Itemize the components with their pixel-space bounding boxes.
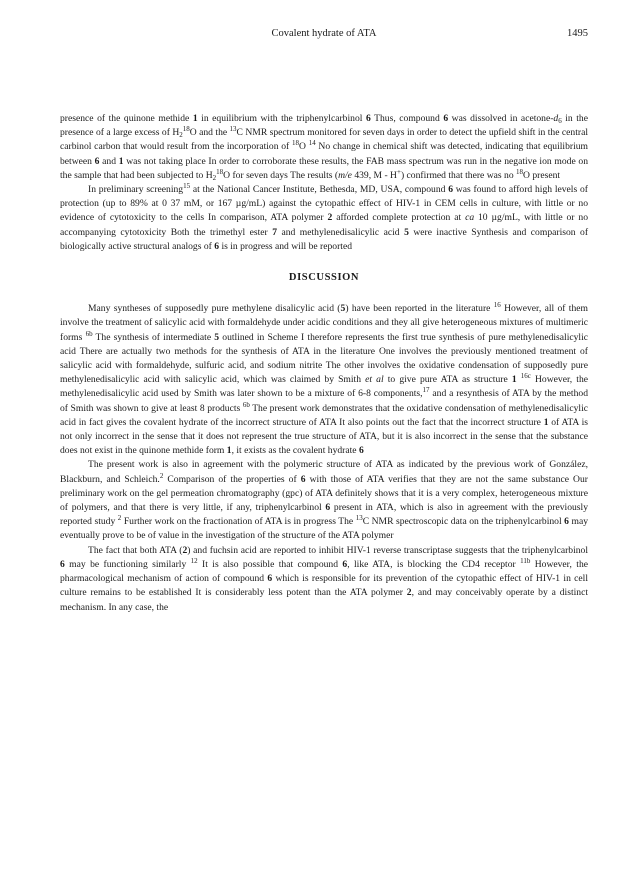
- paragraph-polymeric: The present work is also in agreement with the polymeric structure of ATA as indicated by the previous work of González, Blackburn, and Schleich.$^2$ Comparison of the properties of 6 with those of ATA verifies that they are not the same substance Our preliminary work on the gel permeation chromatography (gpc) of ATA definitely shows that it is a very complex, heterogeneous mixture of polymers, and that there is very little, if any, triphenylcarbinol 6 present in ATA, which is also in agreement with the previously reported study $^2$ Further work on the fractionation of ATA is in progress The $^{13}$C NMR spectroscopic data on the triphenylcarbinol 6 may eventually prove to be of value in the investigation of the structure of the ATA polymer: [60, 459, 589, 542]
- paragraph-mechanism: The fact that both ATA (2) and fuchsin acid are reported to inhibit HIV-1 reverse transcriptase suggests that the triphenylcarbinol 6 may be functioning similarly $^{12}$ It is also possible that compound 6, like ATA, is blocking the CD4 receptor $^{11b}$ However, the pharmacological mechanism of action of compound 6 which is responsible for its prevention of the cytopathic effect of HIV-1 in cell culture remains to be established It is considerably less potent than the ATA polymer 2, and may conceivably operate by a distinct mechanism. In any case, the: [60, 544, 589, 613]
- article-body: [60, 112, 588, 615]
- paragraph-screening: In preliminary screening$^{15}$ at the National Cancer Institute, Bethesda, MD, USA, compound 6 was found to afford high levels of protection (up to 89% at 0 37 mM, or 167 µg/mL) against the cytopathic effect of HIV-1 in CEM cells in culture, with little or no evidence of cytotoxicity to the cells In comparison, ATA polymer 2 afforded complete protection at ca 10 µg/mL, with little or no accompanying cytotoxicity Both the trimethyl ester 7 and methylenedisalicylic acid 5 were inactive Synthesis and comparison of biologically active structural analogs of 6 is in progress and will be reported: [60, 182, 589, 252]
- running-header: [60, 28, 588, 44]
- page-number: 1495: [567, 28, 588, 39]
- running-title: Covalent hydrate of ATA: [271, 28, 377, 39]
- journal-page: [60, 28, 588, 615]
- section-heading: DISCUSSION: [288, 272, 360, 284]
- paragraph-syntheses: Many syntheses of supposedly pure methylene disalicylic acid (5) have been reported in the literature $^{16}$ However, all of them involve the treatment of salicylic acid with formaldehyde under acidic conditions and they all give heterogeneous mixtures of multimeric forms $^{6b}$ The synthesis of intermediate 5 outlined in Scheme I therefore represents the first true synthesis of pure methylenedisalicylic acid There are actually two methods for the synthesis of ATA in the literature One involves the previously mentioned treatment of salicylic acid with formaldehyde, sulfuric acid, and sodium nitrite The other involves the oxidative condensation of supposedly pure methylenedisalicylic acid with salicylic acid, which was claimed by Smith et al to give pure ATA as structure 1 $^{16c}$ However, the methylenedisalicylic acid used by Smith was later shown to be a mixture of 6-8 components,$^{17}$ and a resynthesis of ATA by the method of Smith was shown to give at least 8 products $^{6b}$ The present work demonstrates that the oxidative condensation of methylenedisalicylic acid in fact gives the covalent hydrate of the incorrect structure of ATA It also points out the fact that the incorrect structure 1 of ATA is not only incorrect in the sense that it does not represent the true structure of ATA, but it is also incorrect in the sense that the substance does not exist in the quinone methide form 1, it exists as the covalent hydrate 6: [60, 301, 589, 457]
- paragraph-continued: presence of the quinone methide 1 in equilibrium with the triphenylcarbinol 6 Thus, compound 6 was dissolved in acetone-$d_6$ in the presence of a large excess of $H_2^{18}O$ and the $^{13}$C NMR spectrum monitored for seven days in order to detect the upfield shift in the central carbinol carbon that would result from the incorporation of $^{18}$O $^{14}$ No change in chemical shift was detected, indicating that equilibrium between 6 and 1 was not taking place In order to corroborate these results, the FAB mass spectrum was run in the negative ion mode on the sample that had been subjected to $H_2^{18}O$ for seven days The results (m/e 439, M - H+) confirmed that there was no $^{18}$O present: [60, 113, 589, 182]
